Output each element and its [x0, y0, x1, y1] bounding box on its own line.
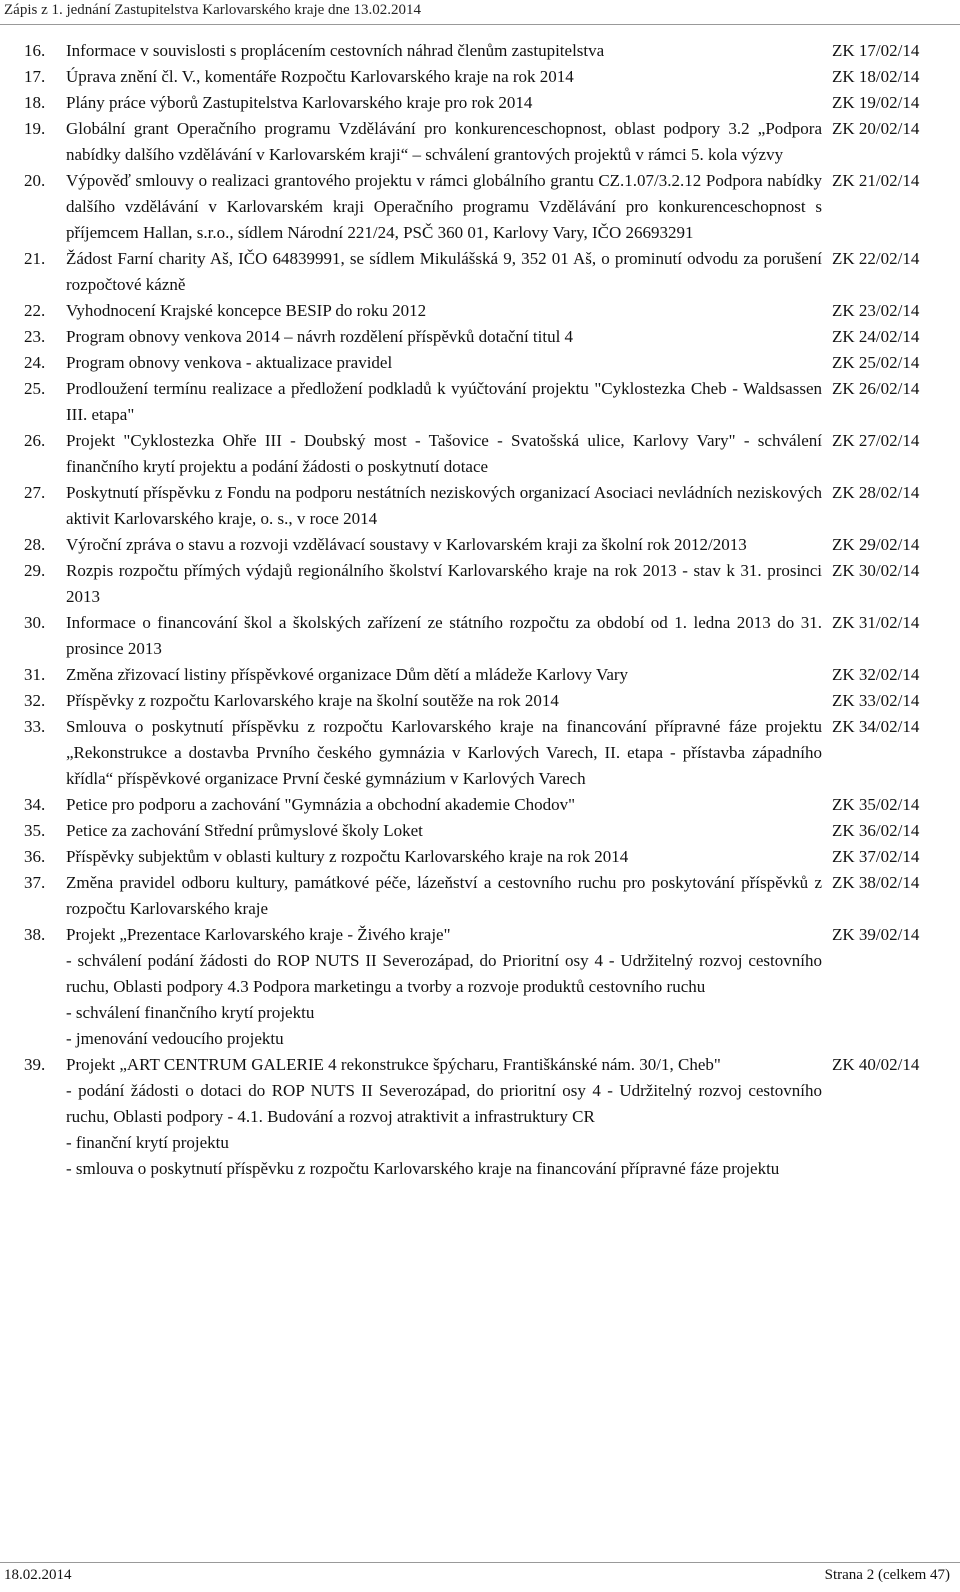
resolution-code: ZK 26/02/14 [832, 379, 920, 398]
agenda-item-number: 28. [24, 535, 46, 554]
header-divider [0, 24, 960, 25]
resolution-code: ZK 25/02/14 [832, 353, 920, 372]
agenda-item-line: Výpověď smlouvy o realizaci grantového projektu v rámci globálního grantu CZ.1.07/3.2.12 Podpora nabídky dalšího vzdělávání v Karlovarském kraji Operačního programu Vzdělávání pro konkurenceschopnost s příjemcem Hallan, s.r.o., sídlem Národní 221/24, PSČ 360 01, Karlovy Vary, IČO 26693291 [66, 171, 822, 242]
agenda-item-text [66, 428, 822, 480]
agenda-item [24, 662, 952, 688]
agenda-item-line: - schválení finančního krytí projektu [66, 1003, 315, 1022]
agenda-item-line: Změna zřizovací listiny příspěvkové organizace Dům dětí a mládeže Karlovy Vary [66, 665, 629, 684]
agenda-item [24, 428, 952, 480]
agenda-item [24, 818, 952, 844]
agenda-item [24, 922, 952, 1052]
agenda-item [24, 1052, 952, 1182]
agenda-item-text [66, 558, 822, 610]
agenda-item [24, 688, 952, 714]
agenda-item-line: - jmenování vedoucího projektu [66, 1029, 284, 1048]
agenda-item-line: Projekt "Cyklostezka Ohře III - Doubský most - Tašovice - Svatošská ulice, Karlovy Vary" - schválení finančního krytí projektu a podání žádosti o poskytnutí dotace [66, 431, 822, 476]
agenda-item-line: Petice za zachování Střední průmyslové školy Loket [66, 821, 423, 840]
agenda-item-number: 27. [24, 483, 46, 502]
agenda-item-number: 22. [24, 301, 46, 320]
agenda-item-line: Vyhodnocení Krajské koncepce BESIP do roku 2012 [66, 301, 427, 320]
resolution-code: ZK 28/02/14 [832, 483, 920, 502]
agenda-item [24, 90, 952, 116]
resolution-code: ZK 27/02/14 [832, 431, 920, 450]
agenda-item-line: Projekt „ART CENTRUM GALERIE 4 rekonstrukce špýcharu, Františkánské nám. 30/1, Cheb" [66, 1055, 721, 1074]
agenda-item [24, 792, 952, 818]
agenda-item-line: Program obnovy venkova 2014 – návrh rozdělení příspěvků dotační titul 4 [66, 327, 574, 346]
agenda-item-text [66, 376, 822, 428]
agenda-item-line: Projekt „Prezentace Karlovarského kraje - Živého kraje" [66, 925, 451, 944]
agenda-item-line: Úprava znění čl. V., komentáře Rozpočtu Karlovarského kraje na rok 2014 [66, 67, 574, 86]
agenda-item [24, 116, 952, 168]
agenda-item [24, 844, 952, 870]
resolution-code: ZK 39/02/14 [832, 925, 920, 944]
agenda-item [24, 610, 952, 662]
agenda-item-text [66, 870, 822, 922]
agenda-item-text [66, 298, 822, 324]
agenda-item-line: - podání žádosti o dotaci do ROP NUTS II Severozápad, do prioritní osy 4 - Udržitelný rozvoj cestovního ruchu, Oblasti podpory - 4.1. Budování a rozvoj atraktivit a infrastruktury CR [66, 1081, 822, 1126]
agenda-item-text [66, 792, 822, 818]
agenda-item [24, 558, 952, 610]
agenda-item-number: 34. [24, 795, 46, 814]
agenda-item-line: - smlouva o poskytnutí příspěvku z rozpočtu Karlovarského kraje na financování přípravné fáze projektu [66, 1159, 780, 1178]
agenda-item-line: Prodloužení termínu realizace a předložení podkladů k vyúčtování projektu "Cyklostezka Cheb - Waldsassen III. etapa" [66, 379, 822, 424]
resolution-code: ZK 37/02/14 [832, 847, 920, 866]
agenda-item-line: Příspěvky subjektům v oblasti kultury z rozpočtu Karlovarského kraje na rok 2014 [66, 847, 629, 866]
agenda-item-number: 21. [24, 249, 46, 268]
agenda-item-text [66, 324, 822, 350]
agenda-item-number: 26. [24, 431, 46, 450]
agenda-item [24, 532, 952, 558]
agenda-item-number: 19. [24, 119, 46, 138]
agenda-item-number: 39. [24, 1055, 46, 1074]
header-title: Zápis z 1. jednání Zastupitelstva Karlovarského kraje dne 13.02.2014 [4, 2, 421, 18]
agenda-item-text [66, 480, 822, 532]
agenda-item-number: 38. [24, 925, 46, 944]
agenda-item-line: Petice pro podporu a zachování "Gymnázia a obchodní akademie Chodov" [66, 795, 576, 814]
footer-date: 18.02.2014 [4, 1567, 72, 1583]
agenda-item-number: 17. [24, 67, 46, 86]
resolution-code: ZK 31/02/14 [832, 613, 920, 632]
agenda-list [24, 38, 952, 1182]
agenda-item-line: Výroční zpráva o stavu a rozvoji vzdělávací soustavy v Karlovarském kraji za školní rok 2012/2013 [66, 535, 747, 554]
resolution-code: ZK 21/02/14 [832, 171, 920, 190]
resolution-code: ZK 19/02/14 [832, 93, 920, 112]
agenda-item-line: Rozpis rozpočtu přímých výdajů regionálního školství Karlovarského kraje na rok 2013 - stav k 31. prosinci 2013 [66, 561, 822, 606]
resolution-code: ZK 30/02/14 [832, 561, 920, 580]
resolution-code: ZK 36/02/14 [832, 821, 920, 840]
resolution-code: ZK 34/02/14 [832, 717, 920, 736]
agenda-item [24, 870, 952, 922]
agenda-item [24, 168, 952, 246]
resolution-code: ZK 32/02/14 [832, 665, 920, 684]
agenda-item-text [66, 662, 822, 688]
agenda-item-line: Plány práce výborů Zastupitelstva Karlovarského kraje pro rok 2014 [66, 93, 533, 112]
agenda-item-line: Změna pravidel odboru kultury, památkové péče, lázeňství a cestovního ruchu pro poskytování příspěvků z rozpočtu Karlovarského kraje [66, 873, 822, 918]
agenda-item [24, 298, 952, 324]
agenda-item-text [66, 844, 822, 870]
agenda-item-number: 36. [24, 847, 46, 866]
agenda-item-number: 18. [24, 93, 46, 112]
resolution-code: ZK 22/02/14 [832, 249, 920, 268]
resolution-code: ZK 20/02/14 [832, 119, 920, 138]
agenda-item-text [66, 688, 822, 714]
agenda-item-number: 16. [24, 41, 46, 60]
agenda-item-text [66, 116, 822, 168]
agenda-item-number: 25. [24, 379, 46, 398]
page-footer [0, 1562, 960, 1592]
agenda-item [24, 246, 952, 298]
agenda-item-text [66, 168, 822, 246]
agenda-item-number: 35. [24, 821, 46, 840]
agenda-item-line: - schválení podání žádosti do ROP NUTS II Severozápad, do Prioritní osy 4 - Udržitelný rozvoj cestovního ruchu, Oblasti podpory 4.3 Podpora marketingu a tvorby a rozvoje produktů cestovního ruchu [66, 951, 822, 996]
agenda-item-number: 20. [24, 171, 46, 190]
agenda-item-text [66, 818, 822, 844]
agenda-item [24, 350, 952, 376]
agenda-item-text [66, 246, 822, 298]
resolution-code: ZK 35/02/14 [832, 795, 920, 814]
agenda-item [24, 714, 952, 792]
agenda-item-line: Globální grant Operačního programu Vzdělávání pro konkurenceschopnost, oblast podpory 3.2 „Podpora nabídky dalšího vzdělávání v Karlovarském kraji“ – schválení grantových projektů v rámci 5. kola výzvy [66, 119, 822, 164]
agenda-item-line: Informace v souvislosti s proplácením cestovních náhrad členům zastupitelstva [66, 41, 605, 60]
resolution-code: ZK 38/02/14 [832, 873, 920, 892]
agenda-item-line: - finanční krytí projektu [66, 1133, 229, 1152]
resolution-code: ZK 18/02/14 [832, 67, 920, 86]
agenda-item-number: 24. [24, 353, 46, 372]
agenda-item-line: Žádost Farní charity Aš, IČO 64839991, se sídlem Mikulášská 9, 352 01 Aš, o prominutí odvodu za porušení rozpočtové kázně [66, 249, 822, 294]
resolution-code: ZK 23/02/14 [832, 301, 920, 320]
agenda-item-text [66, 1052, 822, 1182]
agenda-item-line: Program obnovy venkova - aktualizace pravidel [66, 353, 393, 372]
resolution-code: ZK 17/02/14 [832, 41, 920, 60]
resolution-code: ZK 29/02/14 [832, 535, 920, 554]
agenda-item [24, 64, 952, 90]
agenda-item-number: 29. [24, 561, 46, 580]
agenda-item-number: 23. [24, 327, 46, 346]
agenda-item [24, 38, 952, 64]
page-header [4, 2, 960, 21]
agenda-item-text [66, 922, 822, 1052]
resolution-code: ZK 33/02/14 [832, 691, 920, 710]
agenda-item-text [66, 610, 822, 662]
agenda-item-text [66, 714, 822, 792]
agenda-item-number: 37. [24, 873, 46, 892]
agenda-item-number: 32. [24, 691, 46, 710]
agenda-item-line: Smlouva o poskytnutí příspěvku z rozpočtu Karlovarského kraje na financování přípravné fáze projektu „Rekonstrukce a dostavba Prvního českého gymnázia v Karlových Varech, II. etapa - přístavba západního křídla“ příspěvkové organizace První české gymnázium v Karlových Varech [66, 717, 822, 788]
agenda-item [24, 376, 952, 428]
agenda-item-text [66, 532, 822, 558]
agenda-item-line: Poskytnutí příspěvku z Fondu na podporu nestátních neziskových organizací Asociaci nevládních neziskových aktivit Karlovarského kraje, o. s., v roce 2014 [66, 483, 822, 528]
agenda-item [24, 324, 952, 350]
agenda-item-text [66, 38, 822, 64]
agenda-item-line: Informace o financování škol a školských zařízení ze státního rozpočtu za období od 1. ledna 2013 do 31. prosince 2013 [66, 613, 822, 658]
resolution-code: ZK 24/02/14 [832, 327, 920, 346]
agenda-item-line: Příspěvky z rozpočtu Karlovarského kraje na školní soutěže na rok 2014 [66, 691, 559, 710]
agenda-item-number: 30. [24, 613, 46, 632]
agenda-item-text [66, 90, 822, 116]
footer-page-number: Strana 2 (celkem 47) [824, 1567, 950, 1583]
agenda-item [24, 480, 952, 532]
agenda-item-text [66, 350, 822, 376]
agenda-item-text [66, 64, 822, 90]
agenda-item-number: 31. [24, 665, 46, 684]
resolution-code: ZK 40/02/14 [832, 1055, 920, 1074]
agenda-item-number: 33. [24, 717, 46, 736]
